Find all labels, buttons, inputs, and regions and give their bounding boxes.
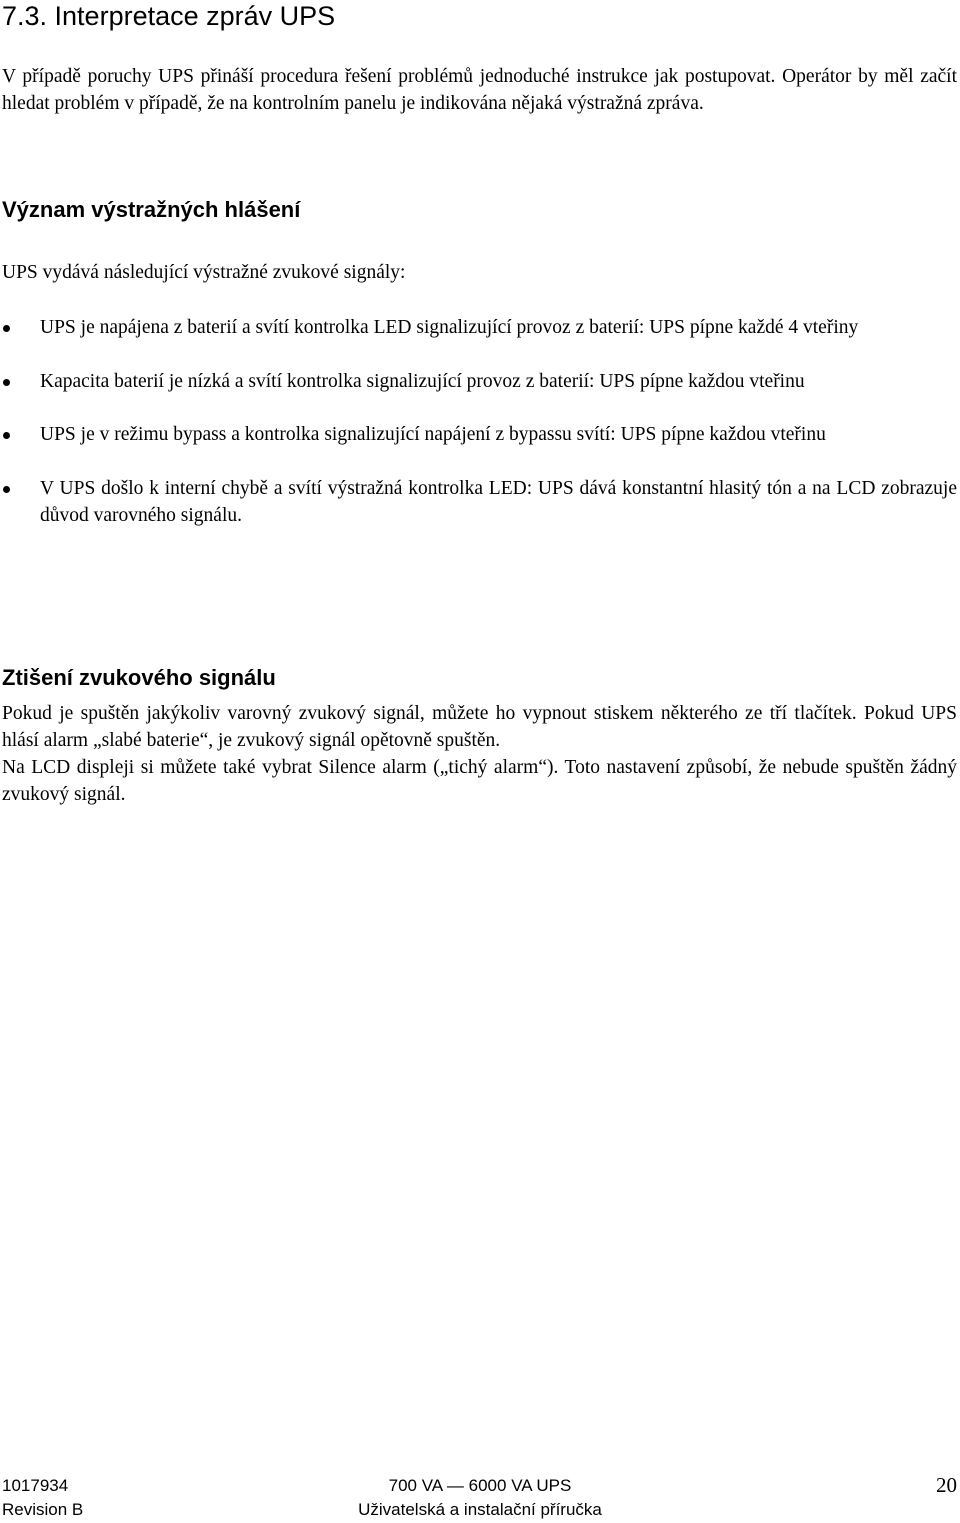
bullet-icon: [3, 379, 10, 386]
silence-paragraph-2: Na LCD displeji si můžete také vybrat Silence alarm („tichý alarm“). Toto nastavení způsobí, že nebude spuštěn žádný zvukový signál.: [2, 757, 957, 805]
bullet-icon: [3, 486, 10, 493]
warnings-heading: Význam výstražných hlášení: [2, 197, 301, 222]
revision: Revision B: [2, 1500, 84, 1519]
silence-heading: Ztišení zvukového signálu: [2, 665, 276, 690]
warnings-lead: UPS vydává následující výstražné zvukové signály:: [2, 262, 406, 283]
list-item-text: V UPS došlo k interní chybě a svítí výstražná kontrolka LED: UPS dává konstantní hlasitý tón a na LCD zobrazuje důvod varovného signálu.: [40, 477, 957, 526]
list-item: [0, 368, 957, 396]
list-item: [0, 475, 957, 530]
manual-name: Uživatelská a instalační příručka: [358, 1500, 602, 1519]
silence-paragraph-1: Pokud je spuštěn jakýkoliv varovný zvukový signál, můžete ho vypnout stiskem některého ze tří tlačítek. Pokud UPS hlásí alarm „slabé baterie“, je zvukový signál opětovně spuštěn.: [2, 703, 957, 751]
warnings-list: [0, 314, 960, 530]
silence-body: [2, 700, 957, 808]
intro-paragraph: V případě poruchy UPS přináší procedura řešení problémů jednoduché instrukce jak postupovat. Operátor by měl začít hledat problém v případě, že na kontrolním panelu je indikována nějaká výstražná zpráva.: [2, 66, 957, 114]
footer-center: [0, 1474, 960, 1522]
list-item-text: UPS je v režimu bypass a kontrolka signalizující napájení z bypassu svítí: UPS pípne každou vteřinu: [40, 424, 826, 445]
page-footer: [0, 1474, 960, 1523]
page-number: 20: [936, 1473, 957, 1497]
list-item: [0, 314, 957, 342]
list-item-text: UPS je napájena z baterií a svítí kontrolka LED signalizující provoz z baterií: UPS pípne každé 4 vteřiny: [40, 317, 859, 338]
list-item-text: Kapacita baterií je nízká a svítí kontrolka signalizující provoz z baterií: UPS pípne každou vteřinu: [40, 370, 805, 392]
product-name: 700 VA — 6000 VA UPS: [388, 1476, 572, 1495]
list-item: [0, 421, 957, 449]
bullet-icon: [3, 325, 10, 332]
doc-number: 1017934: [2, 1476, 69, 1495]
section-title: 7.3. Interpretace zpráv UPS: [2, 1, 336, 31]
bullet-icon: [3, 432, 10, 439]
